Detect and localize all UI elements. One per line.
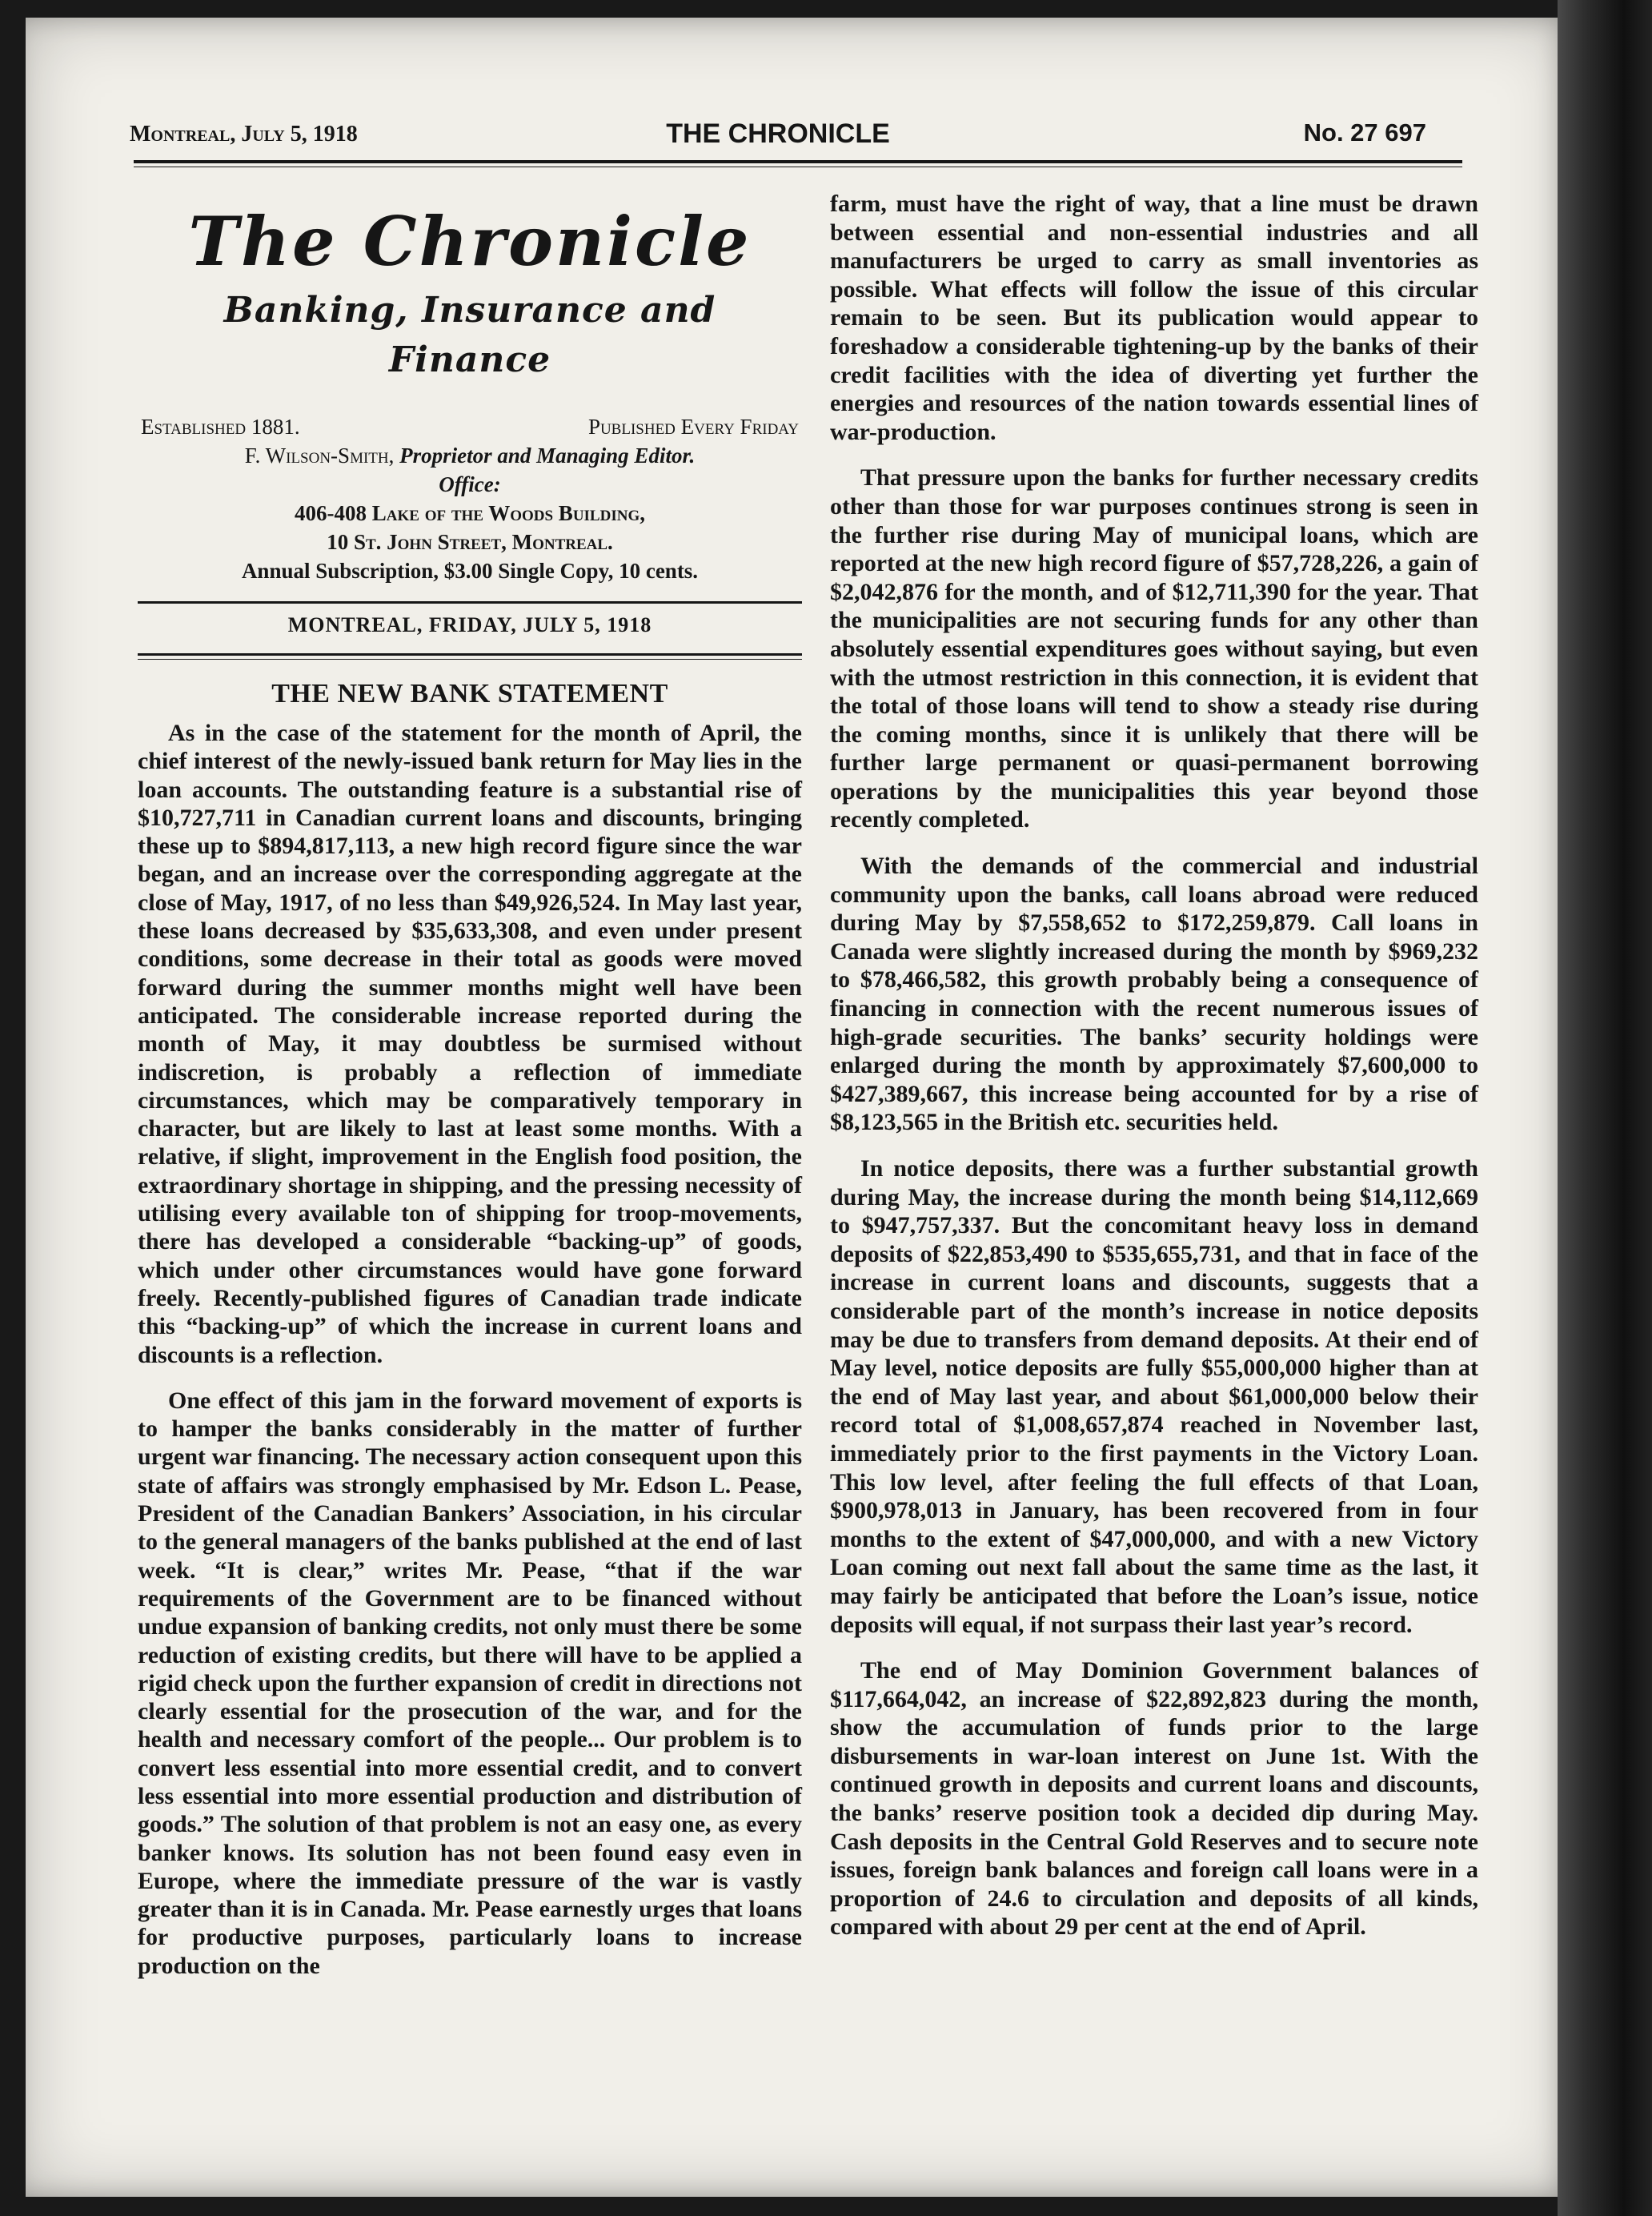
- office-address-1: 406-408 Lake of the Woods Building,: [295, 501, 645, 525]
- established-text: Established 1881.: [141, 415, 300, 439]
- article-paragraph: The end of May Dominion Government balances of $117,664,042, an increase of $22,892,823 during the month, show the accumulation of funds prior to the large disbursements in war-loan interest on June 1st. With the continued growth in deposits and current loans and discounts, the banks’ reserve position took a decided dip during May. Cash deposits in the Central Gold Reserves and to secure note issues, foreign bank balances and foreign call loans were in a proportion of 24.6 to circulation and deposits of all kinds, compared with about 29 per cent at the end of April.: [830, 1657, 1478, 1941]
- running-head-page-number: No. 27 697: [1303, 118, 1426, 147]
- article-paragraph: As in the case of the statement for the month of April, the chief interest of the newly-issued bank return for May lies in the loan accounts. The outstanding feature is a substantial rise of $10,727,711 in Canadian current loans and discounts, bringing these up to $894,817,113, a new high record figure since the war began, and an increase over the corresponding aggregate at the close of May, 1917, of no less than $49,926,524. In May last year, these loans decreased by $35,633,308, and even under present conditions, some decrease in their total as goods were moved forward during the summer months might well have been anticipated. The considerable increase reported during the month of May, it may doubtless be surmised without indiscretion, is probably a reflection of immediate circumstances, which may be comparatively temporary in character, but are likely to last at least some months. With a relative, if slight, improvement in the English food position, the extraordinary shortage in shipping, and the pressing necessity of utilising every available ton of shipping for troop-movements, there has developed a considerable “backing-up” of goods, which under other circumstances would have gone forward freely. Recently-published figures of Canadian trade indicate this “backing-up” of which the increase in current loans and discounts is a reflection.: [138, 720, 802, 1368]
- proprietor-role: Proprietor and Managing Editor.: [399, 444, 696, 468]
- left-column: [138, 198, 802, 1997]
- masthead-title: The Chronicle: [188, 202, 752, 281]
- proprietor-name: F. Wilson-Smith,: [244, 444, 395, 468]
- subscription-line: Annual Subscription, $3.00 Single Copy, 10 cents.: [241, 559, 699, 583]
- article-body-right: [830, 190, 1478, 1941]
- office-label: Office:: [439, 472, 501, 496]
- newspaper-page: [26, 18, 1572, 2197]
- article-body-left: [138, 719, 802, 1980]
- article-paragraph: In notice deposits, there was a further substantial growth during May, the increase during the month being $14,112,669 to $947,757,337. But the concomitant heavy loss in demand deposits of $22,853,490 to $535,655,731, and that in face of the increase in current loans and discounts, suggests that a considerable part of the month’s increase in notice deposits may be due to transfers from demand deposits. At their end of May level, notice deposits are fully $55,000,000 higher than at the end of May last year, and about $61,000,000 below their record total of $1,008,657,874 reached in November last, immediately prior to the first payments in the Victory Loan. This low level, after feeling the full effects of that Loan, $900,978,013 in January, has been recovered from in four months to the extent of $47,000,000, and with a new Victory Loan coming out next fall about the same time as the last, it may fairly be anticipated that before the Loan’s issue, notice deposits will equal, if not surpass their last year’s record.: [830, 1155, 1478, 1638]
- dateline-rule-thin: [138, 659, 802, 660]
- book-spine-edge: [1558, 0, 1652, 2216]
- masthead-subtitle: Banking, Insurance and Finance: [223, 290, 716, 380]
- article-paragraph: One effect of this jam in the forward movement of exports is to hamper the banks considerably in the matter of further urgent war financing. The necessary action consequent upon this state of affairs was strongly emphasised by Mr. Edson L. Pease, President of the Canadian Bankers’ Association, in his circular to the general managers of the banks published at the end of last week. “It is clear,” writes Mr. Pease, “that if the war requirements of the Government are to be financed without undue expansion of banking credits, not only must there be some reduction of existing credits, but there will have to be applied a rigid check upon the further expansion of credit in directions not clearly essential for the prosecution of the war, and for the health and necessary comfort of the people... Our problem is to convert less essential into more essential credit, and to convert less essential into more essential production and distribution of goods.” The solution of that problem is not an easy one, as every banker knows. Its solution has not been found easy even in Europe, where the immediate pressure of the war is vastly greater than it is in Canada. Mr. Pease earnestly urges that loans for productive purposes, particularly loans to increase production on the: [138, 1387, 802, 1979]
- running-head: [106, 112, 1450, 152]
- header-rule: [134, 160, 1462, 163]
- article-title: THE NEW BANK STATEMENT: [271, 679, 668, 709]
- proprietor-line: [138, 441, 802, 470]
- article-paragraph: That pressure upon the banks for further necessary credits other than those for war purposes continues strong is seen in the further rise during May of municipal loans, which are reported at the new high record figure of $57,728,226, a gain of $2,042,876 for the month, and of $12,711,390 for the year. That the municipalities are not securing funds for any other than absolutely essential expenditures goes without saying, but even with the utmost restriction in this connection, it is evident that the total of those loans will tend to show a steady rise during the coming months, since it is unlikely that there will be further large permanent or quasi-permanent borrowing operations by the municipalities this year beyond those recently completed.: [830, 464, 1478, 833]
- issue-dateline: MONTREAL, FRIDAY, JULY 5, 1918: [287, 613, 652, 636]
- right-column: [830, 190, 1478, 1959]
- running-head-title: THE CHRONICLE: [666, 118, 890, 149]
- office-address-2: 10 St. John Street, Montreal.: [327, 530, 613, 554]
- masthead-rule: [138, 601, 802, 604]
- article-paragraph: With the demands of the commercial and industrial community upon the banks, call loans abroad were reduced during May by $7,558,652 to $172,259,879. Call loans in Canada were slightly increased during the month by $969,232 to $78,466,582, this growth probably being a consequence of financing in connection with the recent numerous issues of high-grade securities. The banks’ security holdings were enlarged during the month by approximately $7,600,000 to $427,389,667, this increase being accounted for by a rise of $8,123,565 in the British etc. securities held.: [830, 853, 1478, 1136]
- article-paragraph: farm, must have the right of way, that a line must be drawn between essential and non-essential industries and all manufacturers be urged to carry as small inventories as possible. What effects will follow the issue of this circular remain to be seen. But its publication would appear to foreshadow a considerable tightening-up by the banks of their credit facilities with the idea of diverting yet further the energies and resources of the nation towards essential lines of war-production.: [830, 191, 1478, 445]
- publication-info-row: [138, 412, 802, 441]
- running-head-date: Montreal, July 5, 1918: [130, 122, 358, 147]
- dateline-rule: [138, 653, 802, 656]
- published-text: Published Every Friday: [587, 415, 799, 439]
